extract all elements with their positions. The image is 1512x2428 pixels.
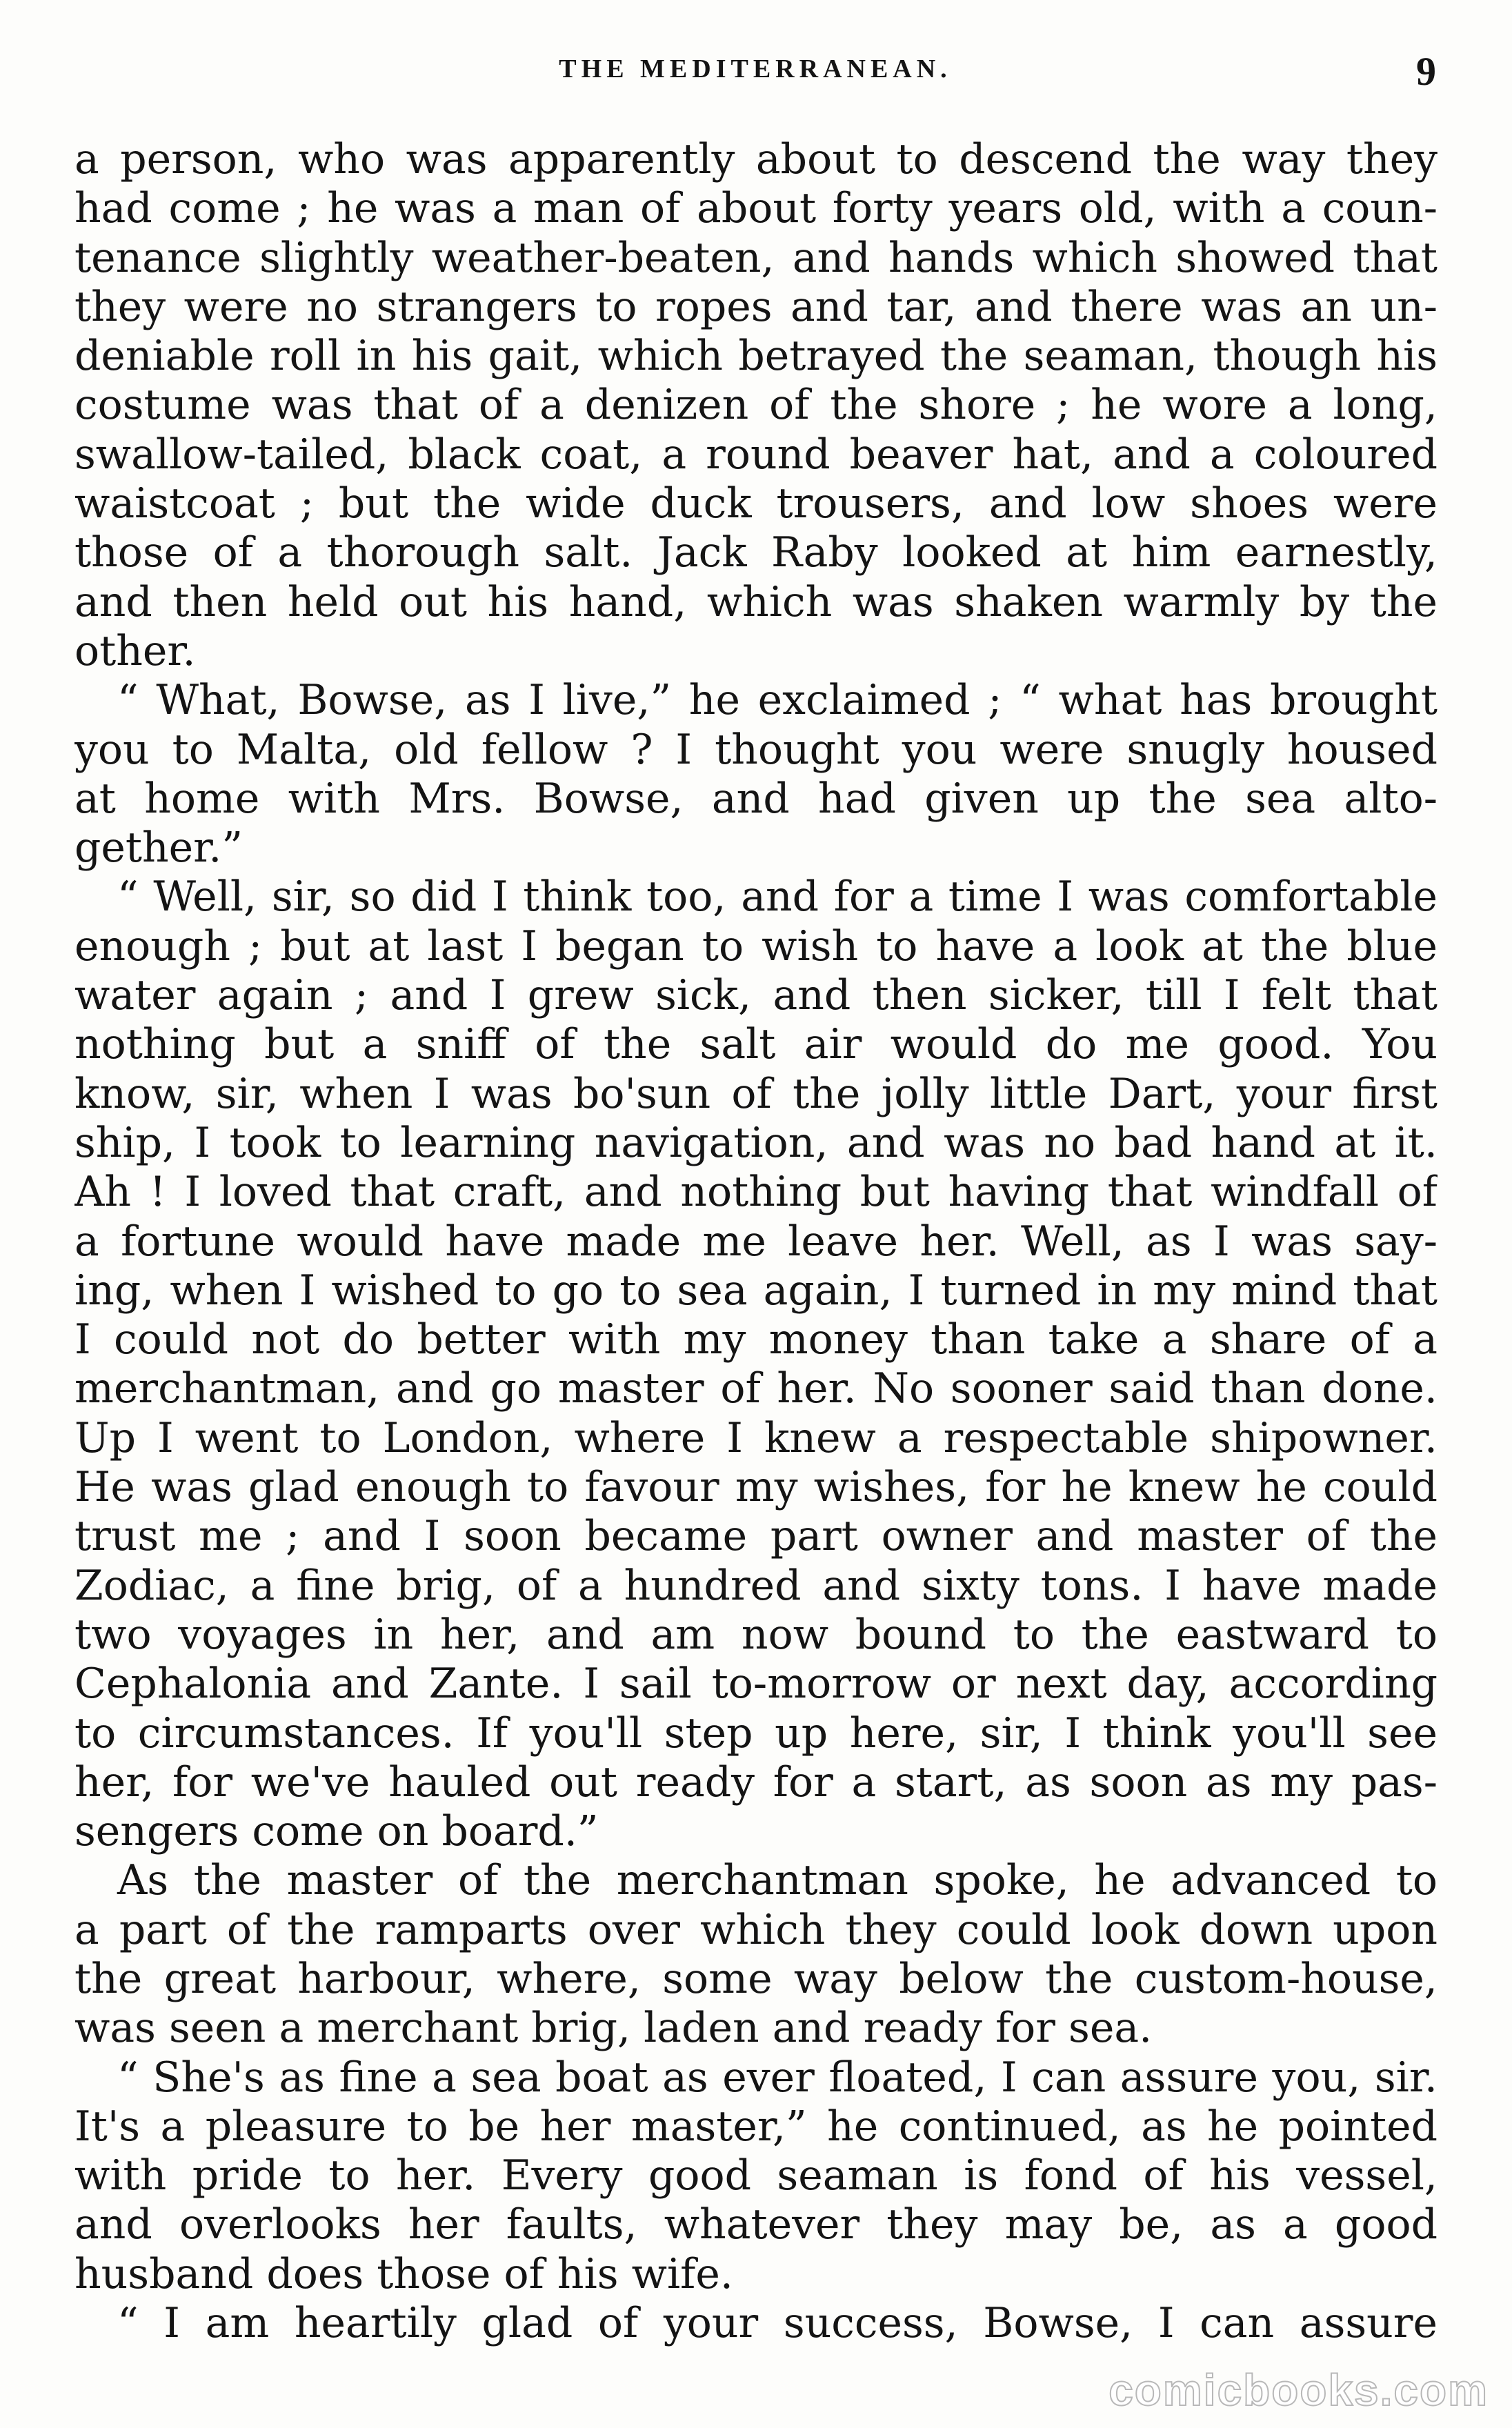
text-line: those of a thorough salt. Jack Raby looked at him earnestly, <box>74 528 1438 577</box>
text-line: you to Malta, old fellow ? I thought you were snugly housed <box>74 725 1438 774</box>
page-number: 9 <box>1416 49 1436 94</box>
text-line: costume was that of a denizen of the shore ; he wore a long, <box>74 381 1438 430</box>
text-line: swallow-tailed, black coat, a round beaver hat, and a coloured <box>74 430 1438 479</box>
text-line: “ I am heartily glad of your success, Bowse, I can assure <box>117 2299 1438 2348</box>
text-line: ship, I took to learning navigation, and was no bad hand at it. <box>74 1118 1438 1167</box>
text-line: It's a pleasure to be her master,” he continued, as he pointed <box>74 2102 1438 2151</box>
text-line: they were no strangers to ropes and tar, and there was an un- <box>74 282 1438 331</box>
text-line: trust me ; and I soon became part owner and master of the <box>74 1512 1438 1561</box>
text-line: ing, when I wished to go to sea again, I turned in my mind that <box>74 1266 1438 1315</box>
text-line: and then held out his hand, which was shaken warmly by the <box>74 577 1438 626</box>
text-line: Zodiac, a fine brig, of a hundred and sixty tons. I have made <box>74 1561 1438 1610</box>
running-header <box>74 49 1436 112</box>
text-line: other. <box>74 626 196 675</box>
text-line: Cephalonia and Zante. I sail to-morrow or next day, according <box>74 1660 1438 1709</box>
text-line: her, for we've hauled out ready for a start, as soon as my pas- <box>74 1758 1438 1807</box>
text-line: a part of the ramparts over which they could look down upon <box>74 1905 1438 1954</box>
text-line: gether.” <box>74 824 243 873</box>
text-line: was seen a merchant brig, laden and ready for sea. <box>74 2004 1153 2053</box>
text-line: nothing but a sniff of the salt air would do me good. You <box>74 1020 1438 1069</box>
text-line: I could not do better with my money than take a share of a <box>74 1315 1438 1364</box>
text-line: “ Well, sir, so did I think too, and for a time I was comfortable <box>117 873 1438 922</box>
running-title: THE MEDITERRANEAN. <box>559 54 952 83</box>
text-line: to circumstances. If you'll step up here, sir, I think you'll see <box>74 1709 1438 1758</box>
text-line: water again ; and I grew sick, and then sicker, till I felt that <box>74 971 1438 1020</box>
text-line: with pride to her. Every good seaman is fond of his vessel, <box>74 2151 1438 2200</box>
text-line: sengers come on board.” <box>74 1807 599 1856</box>
text-line: tenance slightly weather-beaten, and hands which showed that <box>74 233 1438 282</box>
text-line: He was glad enough to favour my wishes, for he knew he could <box>74 1463 1438 1512</box>
body-text <box>74 135 1438 2348</box>
text-line: at home with Mrs. Bowse, and had given up the sea alto- <box>74 774 1438 823</box>
text-line: “ What, Bowse, as I live,” he exclaimed ; “ what has brought <box>117 676 1438 725</box>
text-line: know, sir, when I was bo'sun of the jolly little Dart, your first <box>74 1069 1438 1118</box>
text-line: deniable roll in his gait, which betrayed the seaman, though his <box>74 332 1438 381</box>
text-line: husband does those of his wife. <box>74 2249 733 2298</box>
text-line: As the master of the merchantman spoke, he advanced to <box>117 1856 1438 1905</box>
text-line: a person, who was apparently about to descend the way they <box>74 135 1438 183</box>
text-line: the great harbour, where, some way below the custom-house, <box>74 1954 1438 2003</box>
text-line: “ She's as fine a sea boat as ever floated, I can assure you, sir. <box>117 2053 1438 2102</box>
text-line: enough ; but at last I began to wish to have a look at the blue <box>74 922 1438 971</box>
text-line: a fortune would have made me leave her. Well, as I was say- <box>74 1217 1438 1266</box>
watermark-logo: comicbooks.com <box>1108 2365 1489 2415</box>
text-line: had come ; he was a man of about forty years old, with a coun- <box>74 184 1438 233</box>
text-line: waistcoat ; but the wide duck trousers, and low shoes were <box>74 479 1438 528</box>
text-line: two voyages in her, and am now bound to the eastward to <box>74 1610 1438 1659</box>
text-line: Up I went to London, where I knew a respectable shipowner. <box>74 1413 1438 1462</box>
text-line: merchantman, and go master of her. No sooner said than done. <box>74 1364 1438 1413</box>
text-line: and overlooks her faults, whatever they may be, as a good <box>74 2200 1438 2249</box>
text-line: Ah ! I loved that craft, and nothing but having that windfall of <box>74 1168 1438 1217</box>
